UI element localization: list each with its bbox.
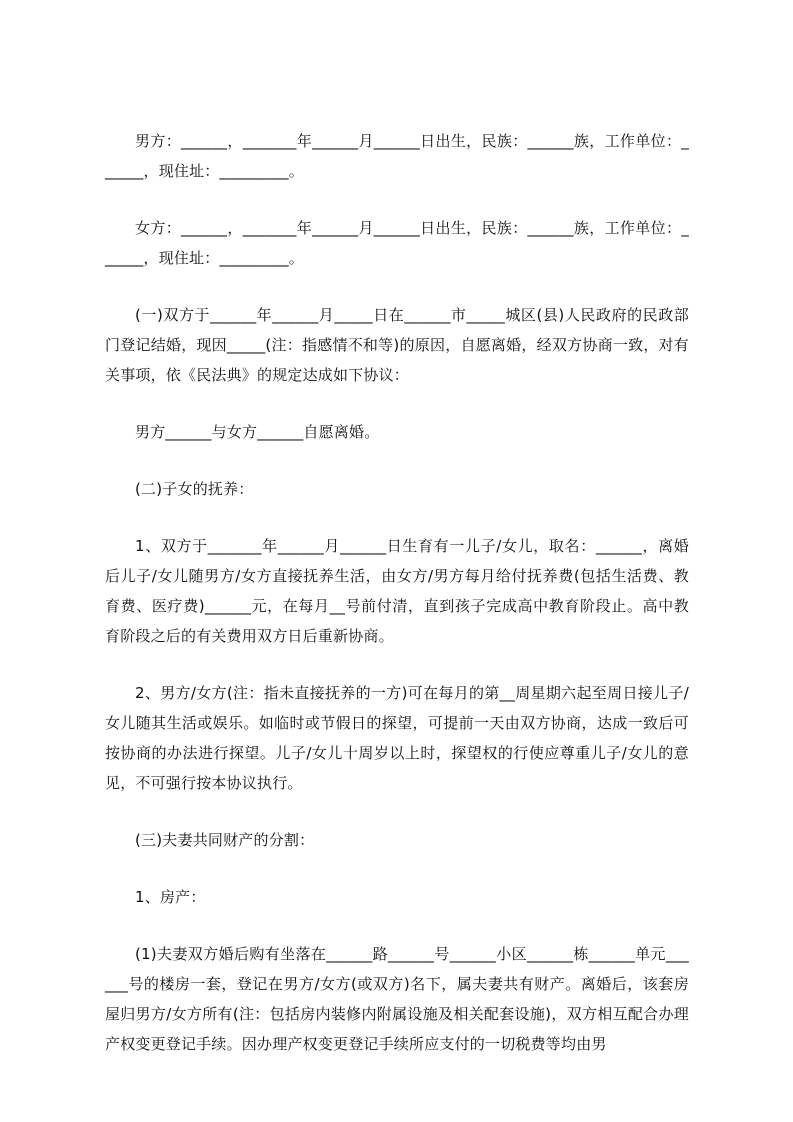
paragraph-man-info: 男方：______，_______年______月______日出生，民族：______族，工作单位：______，现住址：_________。 — [105, 132, 689, 180]
section-heading-child-custody: (二)子女的抚养： — [135, 480, 254, 498]
document-body — [105, 126, 689, 1086]
section-heading-property-division: (三)夫妻共同财产的分割： — [135, 831, 315, 849]
subheading-real-estate: 1、房产： — [135, 888, 206, 906]
paragraph-child-support: 1、双方于_______年______月______日生育有一儿子/女儿，取名：______，离婚后儿子/女儿随男方/女方直接抚养生活，由女方/男方每月给付抚养费(包括生活费、教育费、医疗费)______元，在每月__号前付清，直到孩子完成高中教育阶段止。高中教育阶段之后的有关费用双方日后重新协商。 — [105, 537, 689, 645]
paragraph-visitation: 2、男方/女方(注：指未直接抚养的一方)可在每月的第__周星期六起至周日接儿子/女儿随其生活或娱乐。如临时或节假日的探望，可提前一天由双方协商，达成一致后可按协商的办法进行探望。儿子/女儿十周岁以上时，探望权的行使应尊重儿子/女儿的意见，不可强行按本协议执行。 — [105, 684, 689, 792]
paragraph-woman-info: 女方：______，_______年______月______日出生，民族：______族，工作单位：______，现住址：_________。 — [105, 219, 689, 267]
paragraph-divorce-consent: 男方______与女方______自愿离婚。 — [135, 423, 380, 441]
paragraph-marriage-registration: (一)双方于______年______月_____日在______市_____城区(县)人民政府的民政部门登记结婚，现因_____(注：指感情不和等)的原因，自愿离婚，经双方协商一致，对有关事项，依《民法典》的规定达成如下协议： — [105, 306, 689, 384]
paragraph-house-ownership: (1)夫妻双方婚后购有坐落在______路______号______小区______栋______单元______号的楼房一套，登记在男方/女方(或双方)名下，属夫妻共有财产。离婚后，该套房屋归男方/女方所有(注：包括房内装修内附属设施及相关配套设施)，双方相互配合办理产权变更登记手续。因办理产权变更登记手续所应支付的一切税费等均由男 — [105, 945, 689, 1053]
